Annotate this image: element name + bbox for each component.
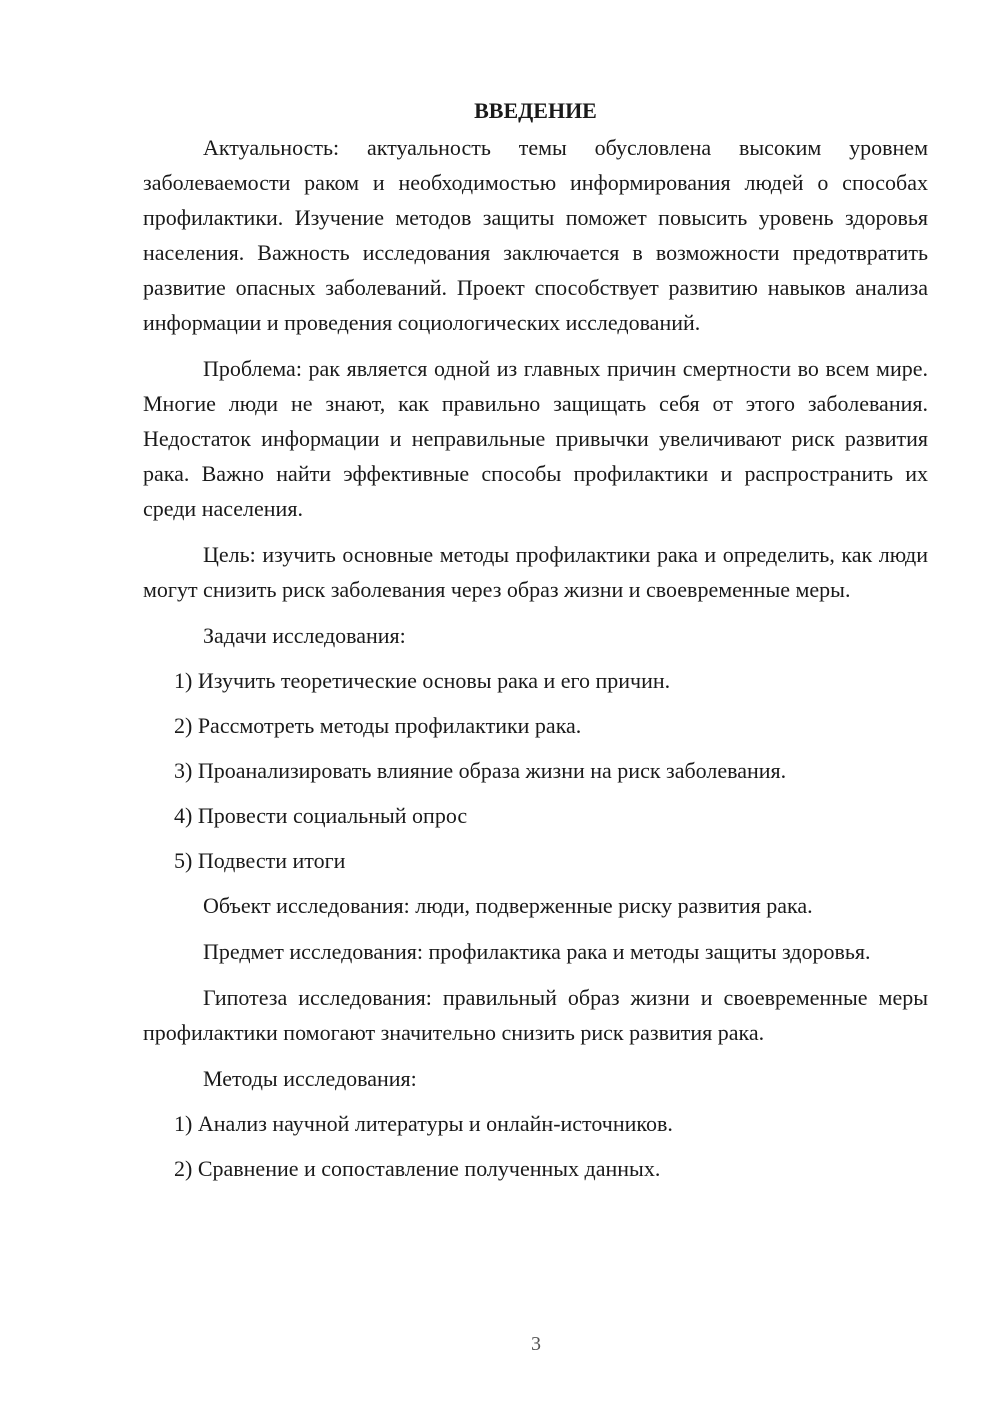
tasks-title: Задачи исследования: [203, 623, 406, 648]
methods-list [143, 1106, 928, 1186]
page-number: 3 [531, 1333, 541, 1355]
section-heading: ВВЕДЕНИЕ [474, 98, 597, 123]
subject-paragraph: Предмет исследования: профилактика рака и методы защиты здоровья. [203, 939, 871, 964]
method-item: 2) Сравнение и сопоставление полученных данных. [174, 1156, 661, 1181]
hypothesis-paragraph: Гипотеза исследования: правильный образ жизни и своевременные меры профилактики помогают значительно снизить риск развития рака. [143, 985, 928, 1045]
relevance-paragraph: Актуальность: актуальность темы обусловлена высоким уровнем заболеваемости раком и необходимостью информирования людей о способах профилактики. Изучение методов защиты поможет повысить уровень здоровья населения. Важность исследования заключается в возможности предотвратить развитие опасных заболеваний. Проект способствует развитию навыков анализа информации и проведения социологических исследований. [143, 135, 928, 335]
task-item: 1) Изучить теоретические основы рака и его причин. [174, 668, 671, 693]
problem-paragraph: Проблема: рак является одной из главных причин смертности во всем мире. Многие люди не знают, как правильно защищать себя от этого заболевания. Недостаток информации и неправильные привычки увеличивают риск развития рака. Важно найти эффективные способы профилактики и распространить их среди населения. [143, 356, 928, 521]
task-item: 3) Проанализировать влияние образа жизни на риск заболевания. [174, 758, 787, 783]
document-page [143, 96, 928, 1196]
task-item: 5) Подвести итоги [174, 848, 346, 873]
task-item: 4) Провести социальный опрос [174, 803, 468, 828]
goal-paragraph: Цель: изучить основные методы профилактики рака и определить, как люди могут снизить риск заболевания через образ жизни и своевременные меры. [143, 542, 928, 602]
tasks-list [143, 663, 928, 878]
object-paragraph: Объект исследования: люди, подверженные риску развития рака. [203, 893, 813, 918]
task-item: 2) Рассмотреть методы профилактики рака. [174, 713, 582, 738]
methods-title: Методы исследования: [203, 1066, 417, 1091]
method-item: 1) Анализ научной литературы и онлайн-источников. [174, 1111, 673, 1136]
